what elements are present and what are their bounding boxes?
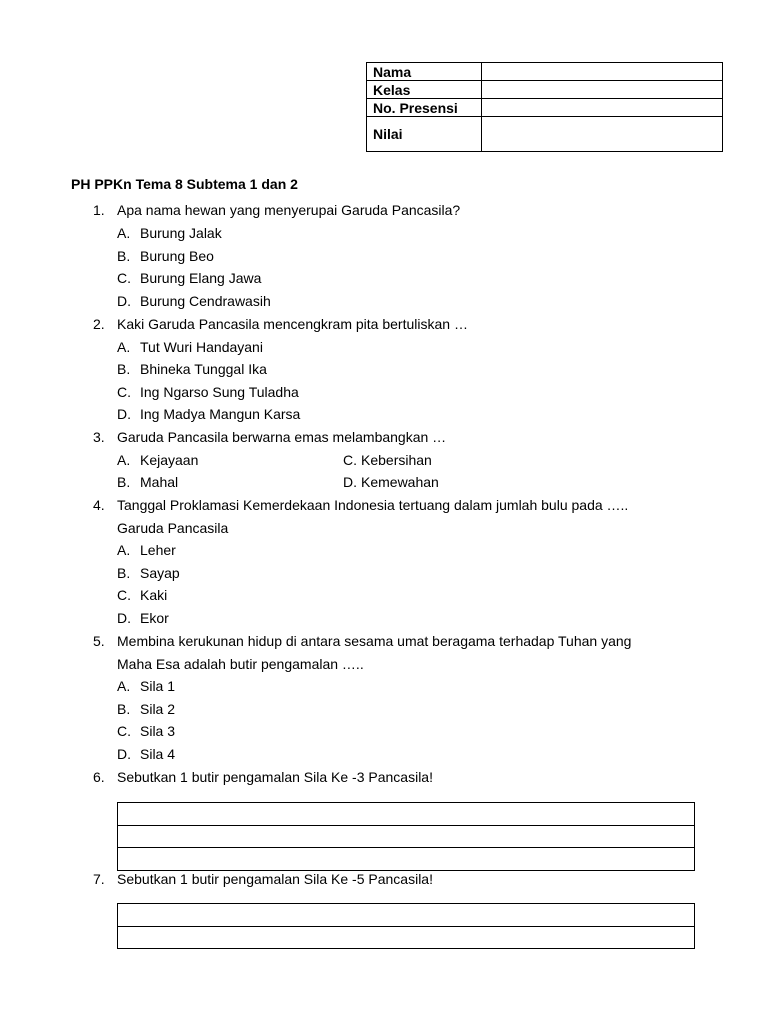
option-text: Burung Jalak: [140, 225, 222, 241]
option-text: Ing Ngarso Sung Tuladha: [140, 384, 299, 400]
question-text: Apa nama hewan yang menyerupai Garuda Pancasila?: [117, 202, 461, 218]
answer-line[interactable]: [118, 904, 695, 927]
option-letter: A.: [117, 452, 131, 468]
option-letter: B.: [117, 361, 131, 377]
attendance-number-field[interactable]: [482, 99, 723, 117]
option-letter: D.: [117, 610, 131, 626]
question-text: Maha Esa adalah butir pengamalan …..: [117, 656, 364, 672]
question-text: Tanggal Proklamasi Kemerdekaan Indonesia tertuang dalam jumlah bulu pada …..: [117, 497, 629, 513]
identity-table: [366, 62, 723, 152]
question-text: Garuda Pancasila berwarna emas melambangkan …: [117, 429, 447, 445]
class-field[interactable]: [482, 81, 723, 99]
option-text: Leher: [140, 542, 176, 558]
option-text: Sila 2: [140, 701, 176, 717]
option-letter: D.: [117, 293, 131, 309]
option-4c[interactable]: [117, 584, 167, 607]
option-letter: A.: [117, 225, 131, 241]
question-text: Sebutkan 1 butir pengamalan Sila Ke -5 Pancasila!: [117, 871, 433, 887]
option-text: Kemewahan: [361, 474, 439, 490]
option-text: Kejayaan: [140, 452, 199, 468]
page-title: PH PPKn Tema 8 Subtema 1 dan 2: [71, 176, 298, 192]
option-text: Burung Cendrawasih: [140, 293, 271, 309]
question-text: Sebutkan 1 butir pengamalan Sila Ke -3 Pancasila!: [117, 769, 433, 785]
option-letter: B.: [117, 248, 131, 264]
option-letter: B.: [117, 565, 131, 581]
option-5b[interactable]: [117, 698, 175, 721]
option-letter: C.: [117, 270, 131, 286]
identity-row-nilai: [367, 117, 723, 152]
name-field[interactable]: [482, 63, 723, 81]
question-number: 2.: [93, 316, 105, 332]
answer-line[interactable]: [118, 825, 695, 848]
option-3b[interactable]: [117, 471, 178, 494]
option-2b[interactable]: [117, 358, 267, 381]
option-2d[interactable]: [117, 403, 300, 426]
option-text: Sayap: [140, 565, 180, 581]
option-letter: C.: [117, 587, 131, 603]
option-letter: A.: [117, 542, 131, 558]
answer-box-7: [117, 903, 695, 949]
option-letter: D.: [117, 746, 131, 762]
option-text: Burung Beo: [140, 248, 214, 264]
option-letter: B.: [117, 701, 131, 717]
question-number: 6.: [93, 769, 105, 785]
identity-label: Nama: [367, 63, 482, 81]
option-1d[interactable]: [117, 290, 271, 313]
option-letter: C.: [117, 384, 131, 400]
option-1b[interactable]: [117, 245, 214, 268]
option-letter: B.: [117, 474, 131, 490]
option-1c[interactable]: [117, 267, 261, 290]
answer-line[interactable]: [118, 803, 695, 826]
answer-box-6: [117, 802, 695, 871]
option-4a[interactable]: [117, 539, 176, 562]
option-3a[interactable]: [117, 449, 198, 472]
option-4b[interactable]: [117, 562, 180, 585]
option-letter: D.: [343, 474, 357, 490]
identity-row-nama: [367, 63, 723, 81]
question-number: 1.: [93, 202, 105, 218]
question-number: 5.: [93, 633, 105, 649]
option-text: Ing Madya Mangun Karsa: [140, 406, 301, 422]
option-5a[interactable]: [117, 675, 175, 698]
question-number: 3.: [93, 429, 105, 445]
identity-label: Nilai: [367, 117, 482, 152]
question-number: 4.: [93, 497, 105, 513]
identity-label: No. Presensi: [367, 99, 482, 117]
option-text: Kebersihan: [361, 452, 432, 468]
option-2c[interactable]: [117, 381, 299, 404]
option-text: Mahal: [140, 474, 179, 490]
question-text: Membina kerukunan hidup di antara sesama umat beragama terhadap Tuhan yang: [117, 633, 632, 649]
option-letter: C.: [117, 723, 131, 739]
option-4d[interactable]: [117, 607, 169, 630]
option-text: Sila 4: [140, 746, 176, 762]
option-3d[interactable]: [343, 471, 439, 494]
question-text: Kaki Garuda Pancasila mencengkram pita bertuliskan …: [117, 316, 468, 332]
option-letter: A.: [117, 339, 131, 355]
option-text: Ekor: [140, 610, 169, 626]
option-1a[interactable]: [117, 222, 222, 245]
option-3c[interactable]: [343, 449, 432, 472]
identity-label: Kelas: [367, 81, 482, 99]
option-text: Kaki: [140, 587, 168, 603]
identity-row-presensi: [367, 99, 723, 117]
option-letter: A.: [117, 678, 131, 694]
option-5c[interactable]: [117, 720, 175, 743]
answer-line[interactable]: [118, 848, 695, 871]
option-text: Bhineka Tunggal Ika: [140, 361, 267, 377]
answer-line[interactable]: [118, 926, 695, 949]
question-number: 7.: [93, 871, 105, 887]
option-5d[interactable]: [117, 743, 175, 766]
score-field[interactable]: [482, 117, 723, 152]
option-text: Burung Elang Jawa: [140, 270, 262, 286]
identity-row-kelas: [367, 81, 723, 99]
option-letter: C.: [343, 452, 357, 468]
option-text: Sila 1: [140, 678, 176, 694]
option-letter: D.: [117, 406, 131, 422]
question-text: Garuda Pancasila: [117, 520, 229, 536]
option-text: Sila 3: [140, 723, 176, 739]
option-text: Tut Wuri Handayani: [140, 339, 263, 355]
option-2a[interactable]: [117, 336, 263, 359]
